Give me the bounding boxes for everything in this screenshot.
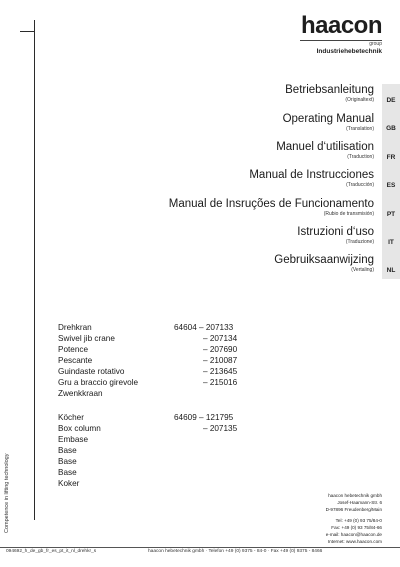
- address-line: Josef-Haamann-Str. 6: [337, 500, 382, 505]
- product-name: Embase: [58, 435, 89, 444]
- language-code-es: ES: [386, 182, 396, 189]
- product-name: Base: [58, 468, 77, 477]
- manual-title-es: Manual de Instrucciones (Traducción): [249, 169, 374, 188]
- address-line: Tel: +49 (0) 93 75/84-0: [335, 518, 382, 523]
- product-name: Gru a braccio girevole: [58, 378, 139, 387]
- product-number: – 213645: [203, 367, 238, 376]
- product-number: – 210087: [203, 356, 238, 365]
- left-margin-rule: [34, 20, 35, 520]
- brand-group-label: group: [369, 41, 382, 47]
- product-name: Guindaste rotativo: [58, 367, 125, 376]
- language-code-nl: NL: [386, 267, 396, 274]
- product-name: Pescante: [58, 356, 93, 365]
- language-code-pt: PT: [386, 211, 396, 218]
- product-name: Koker: [58, 479, 80, 488]
- language-code-it: IT: [388, 239, 394, 246]
- manual-title-de: Betriebsanleitung (Originaltext): [285, 84, 374, 103]
- address-line: Internet: www.haacon.com: [327, 539, 382, 544]
- division-label: Industriehebetechnik: [316, 48, 382, 55]
- language-code-fr: FR: [386, 154, 396, 161]
- brand-logo: haacon: [300, 12, 382, 39]
- manual-title-pt: Manual de Insruções de Funcionamento (Rubio de transmisión): [168, 198, 374, 217]
- product-number: – 215016: [203, 378, 238, 387]
- top-margin-tick: [20, 31, 34, 32]
- product-number: 64609 – 121795: [174, 413, 234, 422]
- product-name: Base: [58, 446, 77, 455]
- footer-rule: [0, 547, 400, 548]
- product-number: – 207135: [203, 424, 238, 433]
- language-code-gb: GB: [386, 125, 396, 132]
- product-name: Drehkran: [58, 323, 92, 332]
- product-name: Base: [58, 457, 77, 466]
- manual-title-nl: Gebruiksaanwijzing (Vertaling): [274, 254, 374, 273]
- address-line: haacon hebetechnik gmbh: [328, 493, 382, 498]
- language-code-de: DE: [386, 97, 396, 104]
- product-name: Box column: [58, 424, 101, 433]
- product-number: – 207690: [203, 345, 238, 354]
- manual-title-fr: Manuel d‘utilisation (Traduction): [276, 141, 374, 160]
- manual-title-it: Istruzioni d‘uso (Traduzione): [297, 226, 374, 245]
- product-number: – 207134: [203, 334, 238, 343]
- address-line: D-97896 Freudenberg/Main: [325, 507, 382, 512]
- document-id: 094692_h_de_gb_fr_es_pt_it_nl_drehkr_s: [6, 549, 97, 554]
- address-line: Fax: +49 (0) 93 75/84-66: [331, 525, 382, 530]
- product-name: Potence: [58, 345, 89, 354]
- footer-company-line: haacon hebetechnik gmbh · Telefon +49 (0) 9375 - 84-0 · Fax +49 (0) 9375 - 8466: [148, 549, 323, 554]
- manual-title-gb: Operating Manual (Translation): [282, 113, 374, 132]
- product-name: Köcher: [58, 413, 84, 422]
- address-line: e-mail: haacon@haacon.de: [325, 532, 382, 537]
- tagline: Competence in lifting technology: [4, 453, 10, 533]
- product-name: Swivel jib crane: [58, 334, 115, 343]
- product-name: Zwenkkraan: [58, 389, 103, 398]
- product-number: 64604 – 207133: [174, 323, 234, 332]
